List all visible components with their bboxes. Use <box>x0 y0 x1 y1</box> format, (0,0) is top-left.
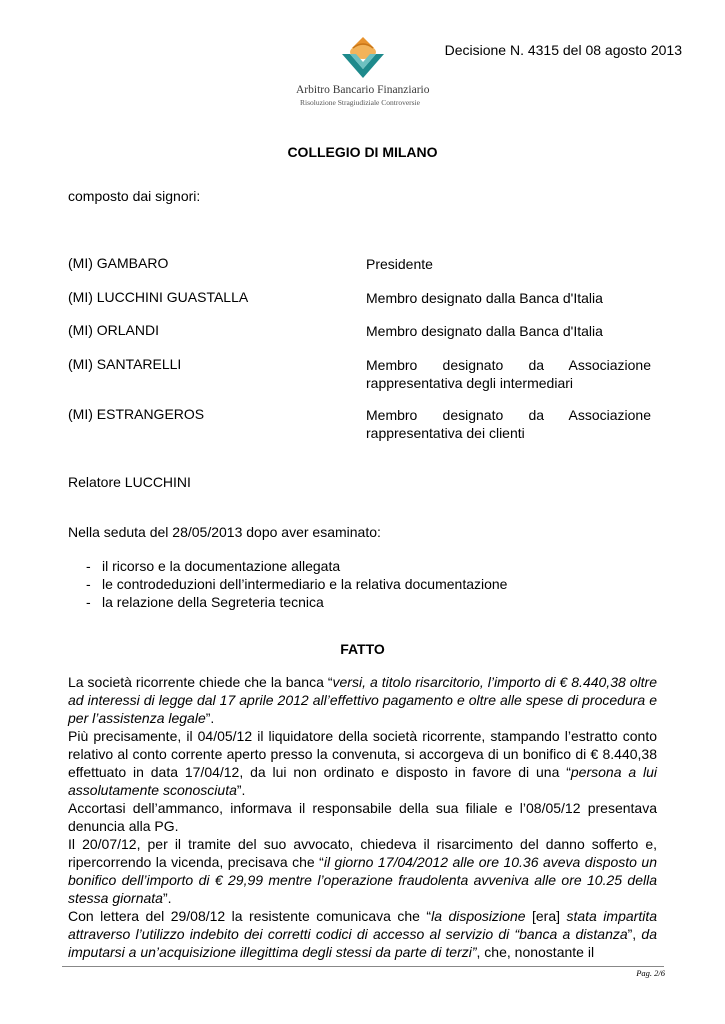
composto-label: composto dai signori: <box>68 188 201 204</box>
paragraph: Il 20/07/12, per il tramite del suo avvocato, chiedeva il risarcimento del danno sofferto e, ripercorrendo la vicenda, precisava che “il giorno 17/04/2012 alle ore 10.36 aveva disposto un bonifico dell’importo di € 29,99 mentre l’operazione fraudolenta avveniva alle ore 10.25 della stessa giornata”. <box>68 836 657 906</box>
member-role: Membro designato dalla Banca d'Italia <box>366 323 603 339</box>
list-item: - la relazione della Segreteria tecnica <box>86 593 507 611</box>
member-role: Presidente <box>366 256 433 272</box>
member-role: Membro designato dalla Banca d'Italia <box>366 290 603 306</box>
member-name: (MI) ORLANDI <box>68 322 159 338</box>
footer-divider <box>62 966 664 967</box>
paragraph: Con lettera del 29/08/12 la resistente comunicava che “la disposizione [era] stata impartita attraverso l’utilizzo indebito dei corretti codici di accesso al servizio di “banca a distanza”, da imputarsi a un’acquisizione illegittima degli stessi da parte di terzi”, che, nonostante il <box>68 908 657 960</box>
abf-logo <box>296 34 456 110</box>
paragraph: Più precisamente, il 04/05/12 il liquidatore della società ricorrente, stampando l’estratto conto relativo al conto corrente aperto presso la convenuta, si accorgeva di un bonifico di € 8.440,38 effettuato in data 17/04/12, da lui non ordinato e disposto in favore di una “persona a lui assolutamente sconosciuta”. <box>68 728 657 798</box>
fatto-heading: FATTO <box>340 641 385 657</box>
member-name: (MI) LUCCHINI GUASTALLA <box>68 289 249 305</box>
documents-list <box>86 557 507 611</box>
paragraph: Accortasi dell’ammanco, informava il responsabile della sua filiale e l’08/05/12 presentava denuncia alla PG. <box>68 800 657 834</box>
logo-subtitle: Risoluzione Stragiudiziale Controversie <box>300 98 420 107</box>
member-role-line2: rappresentativa degli intermediari <box>366 375 573 391</box>
page-number: Pag. 2/6 <box>636 968 665 978</box>
paragraph: La società ricorrente chiede che la banca “versi, a titolo risarcitorio, l’importo di € 8.440,38 oltre ad interessi di legge dal 17 aprile 2012 all’effettivo pagamento e oltre alle spese di procedura e per l’assistenza legale”. <box>68 674 657 726</box>
member-role-line2: rappresentativa dei clienti <box>366 425 525 441</box>
relatore: Relatore LUCCHINI <box>68 474 191 490</box>
collegio-heading: COLLEGIO DI MILANO <box>287 144 438 160</box>
member-role-line1: Membro designato da Associazione <box>366 407 651 423</box>
list-item: - il ricorso e la documentazione allegata <box>86 557 507 575</box>
seduta-intro: Nella seduta del 28/05/2013 dopo aver esaminato: <box>68 524 381 540</box>
member-name: (MI) GAMBARO <box>68 255 169 271</box>
member-role-line1: Membro designato da Associazione <box>366 357 651 373</box>
member-name: (MI) ESTRANGEROS <box>68 406 205 422</box>
logo-title: Arbitro Bancario Finanziario <box>296 84 430 96</box>
abf-emblem-icon <box>338 34 388 82</box>
member-name: (MI) SANTARELLI <box>68 356 182 372</box>
decision-number: Decisione N. 4315 del 08 agosto 2013 <box>444 42 682 58</box>
fatto-body <box>68 673 657 961</box>
list-item: - le controdeduzioni dell’intermediario e la relativa documentazione <box>86 575 507 593</box>
